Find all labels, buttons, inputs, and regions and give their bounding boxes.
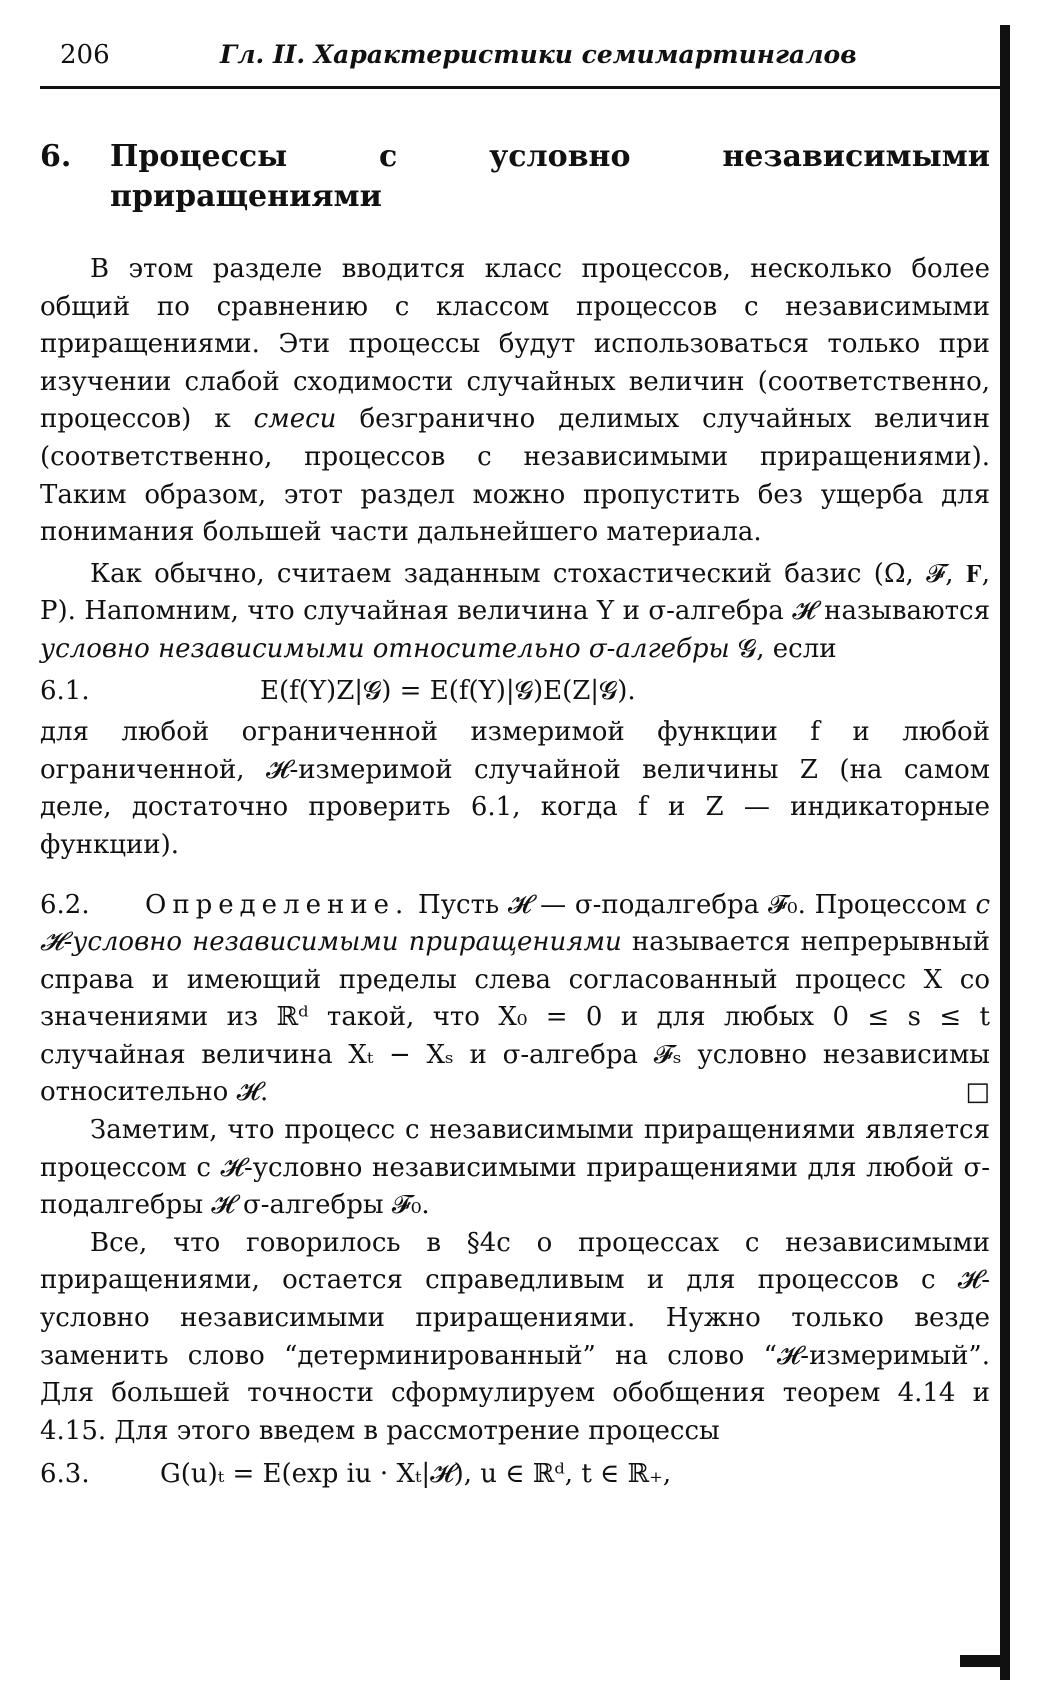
paragraph-basis <box>40 556 990 669</box>
emphasis: смеси <box>253 404 337 435</box>
paragraph-after-eq: для любой ограниченной измеримой функции f и любой ограниченной, 𝓗-измеримой случайной величины Z (на самом деле, достаточно проверить 6.1, когда f и Z — индикаторные функции). <box>40 717 990 860</box>
text-run: Как обычно, считаем заданным стохастический базис (Ω, 𝓕, 𝐅, P). Напомним, что случайная величина Y и σ-алгебра 𝓗 называются <box>40 558 990 627</box>
section-number: 6. <box>40 139 72 174</box>
section-heading <box>40 137 990 217</box>
text-run: безгранично делимых случайных величин (соответственно, процессов с независимыми приращениями). Таким образом, этот раздел можно пропустить без ущерба для понимания большей части дальнейшего материала. <box>40 404 990 548</box>
page-number: 206 <box>60 40 110 70</box>
definition-label: 6.2. <box>40 889 90 920</box>
header-rule <box>40 86 1000 89</box>
running-title: Гл. II. Характеристики семимартингалов <box>220 40 857 69</box>
paragraph-generalization: Все, что говорилось в §4c о процессах с независимыми приращениями, остается справедливым и для процессов с 𝓗-условно независимыми приращениями. Нужно только везде заменить слово “детерминированный” на слово “𝓗-измеримый”. Для большей точности сформулируем обобщения теорем 4.14 и 4.15. Для этого введем в рассмотрение процессы <box>40 1227 990 1446</box>
emphasis: с 𝓗-условно независимыми приращениями <box>40 889 990 958</box>
book-page <box>40 40 990 1494</box>
equation-6-1 <box>40 673 990 711</box>
equation-body: E(f(Y)Z|𝓖) = E(f(Y)|𝓖)E(Z|𝓖). <box>260 675 636 706</box>
equation-label: 6.3. <box>40 1459 90 1490</box>
text-run: 𝓖, если <box>729 633 837 664</box>
paragraph-remark: Заметим, что процесс с независимыми приращениями является процессом с 𝓗-условно независимыми приращениями для любой σ-подалгебры 𝓗 σ-алгебры 𝓕₀. <box>40 1115 990 1221</box>
title-word: условно <box>489 139 631 174</box>
definition-keyword: Определение. <box>145 889 410 920</box>
title-word: с <box>378 139 398 174</box>
title-word: независимыми <box>722 139 990 174</box>
section-title <box>110 137 990 217</box>
section-title-line2: приращениями <box>110 179 382 214</box>
running-head <box>40 40 990 80</box>
section-title-line1 <box>110 137 990 177</box>
scan-edge-bar <box>1000 25 1010 1680</box>
equation-body: G(u)ₜ = E(exp iu · Xₜ|𝓗), u ∈ ℝᵈ, t ∈ ℝ₊, <box>160 1459 672 1490</box>
definition-6-2 <box>40 887 990 1113</box>
emphasis: условно независимыми относительно σ-алгебры <box>40 633 730 664</box>
text-run: В этом разделе вводится класс процессов, несколько более общий по сравнению с классом процессов с независимыми приращениями. Эти процессы будут использоваться только при изучении слабой сходимости случайных величин (соответственно, процессов) к <box>40 254 990 435</box>
equation-6-3 <box>40 1456 990 1494</box>
text-run: называется непрерывный справа и имеющий пределы слева согласованный процесс X со значениями из ℝᵈ такой, что X₀ = 0 и для любых 0 ≤ s ≤ t случайная величина Xₜ − Xₛ и σ-алгебра 𝓕ₛ условно независимы относительно 𝓗. <box>40 927 990 1108</box>
qed-symbol: □ <box>965 1077 990 1108</box>
title-word: Процессы <box>110 139 288 174</box>
paragraph-intro <box>40 251 990 552</box>
equation-label: 6.1. <box>40 675 90 706</box>
text-run: Пусть 𝓗 — σ-подалгебра 𝓕₀. Процессом <box>409 889 976 920</box>
scan-edge-foot <box>960 1655 1010 1667</box>
